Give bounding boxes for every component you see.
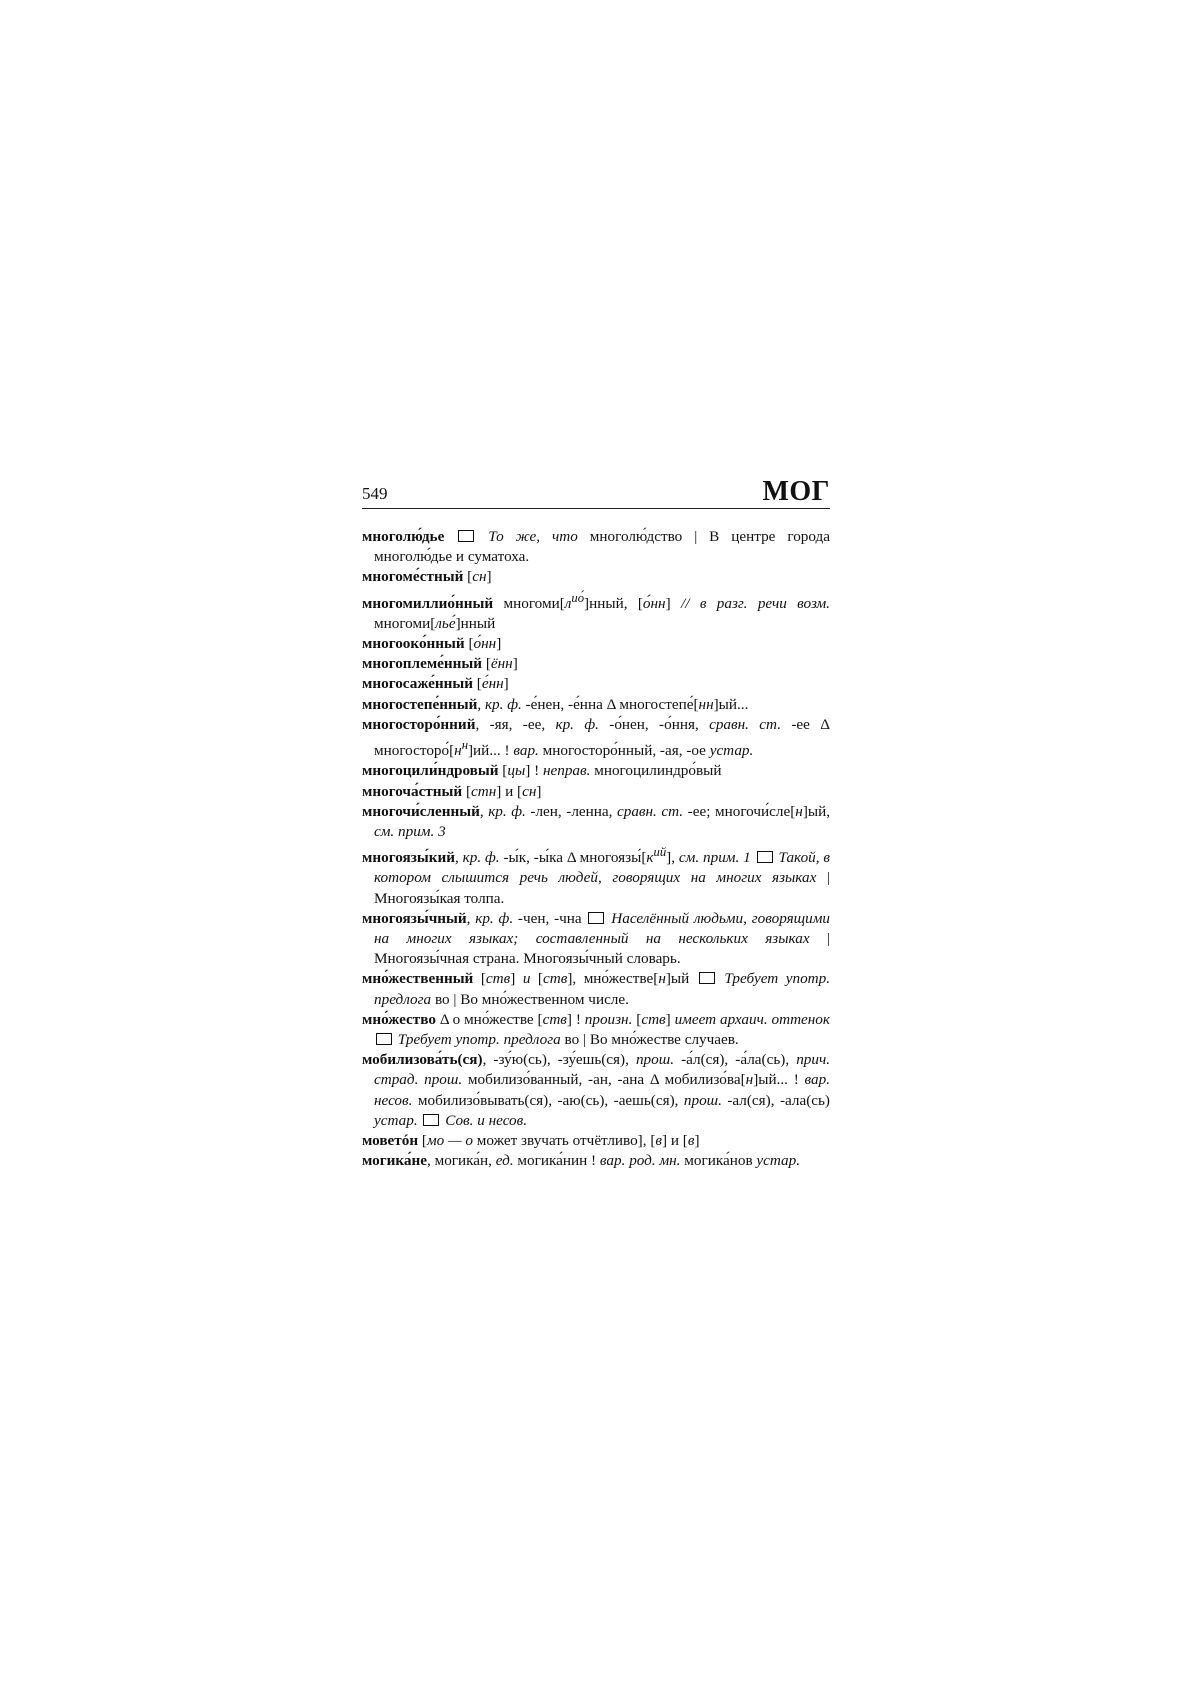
page-number: 549 — [362, 484, 388, 503]
dictionary-entry: многоязы́чный, кр. ф. -чен, -чна Населённый людьми, говорящими на многих языках; составленный на нескольких языках | Многоязы́чная страна. Многоязы́чный словарь. — [362, 909, 831, 968]
headword: многооко́нный — [362, 635, 465, 653]
headword: мно́жество — [362, 1010, 436, 1028]
dictionary-entry: многоча́стный [стн] и [сн] — [362, 782, 542, 800]
definition-box-icon — [757, 851, 773, 863]
dictionary-entry: многочи́сленный, кр. ф. -лен, -ленна, сравн. ст. -ее; многочи́сле[н]ый, см. прим. 3 — [362, 802, 830, 840]
headword: многостепе́нный — [362, 695, 478, 713]
dictionary-entry: многоцили́ндровый [цы] ! неправ. многоцилиндро́вый — [362, 762, 722, 780]
dictionary-entry: многолю́дье То же, что многолю́дство | В центре города многолю́дье и суматоха. — [362, 528, 831, 566]
dictionary-entry: могика́не, могика́н, ед. могика́нин ! вар. род. мн. могика́нов устар. — [362, 1152, 801, 1170]
definition-box-icon — [423, 1114, 439, 1126]
dictionary-entry: мобилизова́ть(ся), -зу́ю(сь), -зу́ешь(ся), прош. -а́л(ся), -а́ла(сь), прич. страд. прош. мобилизо́ванный, -ан, -ана Δ мобилизо́ва[н]ый... ! вар. несов. мобилизо́вывать(ся), -аю(сь), -аешь(ся), прош. -ал(ся), -ала(сь) устар. Сов. и несов. — [362, 1051, 831, 1129]
page-header — [362, 476, 830, 509]
dictionary-entry: многоплеме́нный [ённ] — [362, 655, 518, 673]
dictionary-entry: многомиллио́нный $многоми[л^{ио́}]нный$, [о́нн] // в разг. речи возм. многоми[лье́]нный — [362, 590, 830, 632]
headword: многочи́сленный — [362, 802, 480, 820]
dictionary-entry: многооко́нный [о́нн] — [362, 635, 502, 653]
dictionary-entry: многосаже́нный [е́нн] — [362, 675, 509, 693]
definition-box-icon — [699, 972, 715, 984]
headword: многосаже́нный — [362, 675, 473, 693]
headword: многосторо́нний — [362, 715, 476, 733]
headword: моветóн — [362, 1132, 419, 1150]
definition-box-icon — [588, 912, 604, 924]
headword: многоцили́ндровый — [362, 762, 499, 780]
dictionary-entry: многостепе́нный, кр. ф. -е́нен, -е́нна Δ многостепе́[нн]ый... — [362, 695, 749, 713]
dictionary-entry: мно́жество Δ о мно́жестве [ств] ! произн. [ств] имеет архаич. оттенок Требует употр. предлога во | Во мно́жестве случаев. — [362, 1010, 831, 1049]
headword: многоча́стный — [362, 782, 463, 800]
headword: многомиллио́нный — [362, 594, 494, 612]
running-head: МОГ — [762, 476, 830, 507]
entry-list — [362, 527, 830, 1171]
headword: мно́жественный — [362, 970, 474, 988]
dictionary-entry: многоме́стный [сн] — [362, 568, 492, 586]
definition-box-icon — [376, 1033, 392, 1045]
dictionary-entry: моветóн [мо — о может звучать отчётливо], [в] и [в] — [362, 1132, 700, 1150]
dictionary-page — [362, 476, 830, 1171]
headword: многоплеме́нный — [362, 655, 483, 673]
headword: многоме́стный — [362, 568, 464, 586]
dictionary-entry: мно́жественный [ств] и [ств], мно́жестве[н]ый Требует употр. предлога во | Во мно́жественном числе. — [362, 970, 831, 1008]
headword: многоязы́чный — [362, 909, 467, 927]
headword: многоязы́кий — [362, 849, 455, 867]
definition-box-icon — [458, 530, 474, 542]
headword: мобилизова́ть(ся) — [362, 1051, 483, 1069]
headword: могика́не — [362, 1152, 427, 1170]
dictionary-entry: многоязы́кий, кр. ф. -ы́к, -ы́ка Δ $многоязы́[к^{ий}]$, см. прим. 1 Такой, в котором слышится речь людей, говорящих на многих языках | Многоязы́кая толпа. — [362, 845, 831, 907]
dictionary-entry: многосторо́нний, -яя, -ее, кр. ф. -о́нен, -о́ння, сравн. ст. -ее Δ $многосторо́[н^н]ий$... ! вар. многосторо́нный, -ая, -ое устар. — [362, 715, 831, 760]
headword: многолю́дье — [362, 528, 445, 545]
